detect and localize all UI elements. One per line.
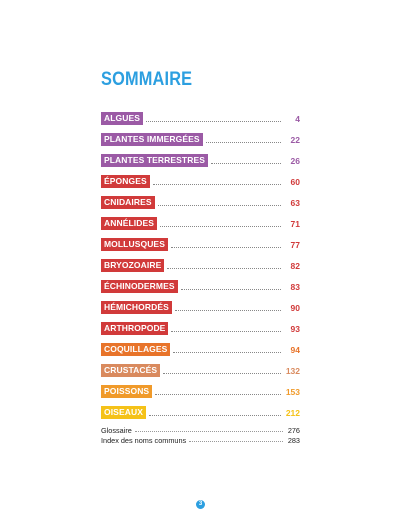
toc-entry[interactable] bbox=[101, 108, 300, 129]
dot-leader bbox=[149, 414, 281, 416]
dot-leader bbox=[160, 225, 281, 227]
toc-entry[interactable] bbox=[101, 339, 300, 360]
dot-leader bbox=[181, 288, 281, 290]
dot-leader bbox=[171, 246, 281, 248]
toc-section-label: POISSONS bbox=[101, 385, 152, 398]
toc-page-number: 71 bbox=[290, 218, 300, 229]
toc-section-label: COQUILLAGES bbox=[101, 343, 170, 356]
dot-leader bbox=[153, 183, 281, 185]
toc-section-label: PLANTES IMMERGÉES bbox=[101, 133, 203, 146]
dot-leader bbox=[146, 120, 281, 122]
toc-page-number: 132 bbox=[285, 365, 300, 376]
toc-page-number: 212 bbox=[285, 407, 300, 418]
toc-section-label: ÉPONGES bbox=[101, 175, 150, 188]
dot-leader bbox=[158, 204, 281, 206]
toc-page-number: 63 bbox=[290, 197, 300, 208]
back-matter-list bbox=[101, 425, 300, 445]
toc-page-number: 22 bbox=[290, 134, 300, 145]
toc-page-number: 93 bbox=[290, 323, 300, 334]
dot-leader bbox=[211, 162, 281, 164]
toc-entry[interactable] bbox=[101, 318, 300, 339]
dot-leader bbox=[163, 372, 281, 374]
toc-entry[interactable] bbox=[101, 129, 300, 150]
dot-leader bbox=[155, 393, 281, 395]
toc-entry[interactable] bbox=[101, 213, 300, 234]
toc-page-number: 26 bbox=[290, 155, 300, 166]
table-of-contents bbox=[101, 108, 300, 423]
toc-entry[interactable] bbox=[101, 234, 300, 255]
toc-section-label: PLANTES TERRESTRES bbox=[101, 154, 208, 167]
toc-page-number: 4 bbox=[295, 113, 300, 124]
dot-leader bbox=[167, 267, 281, 269]
toc-section-label: BRYOZOAIRE bbox=[101, 259, 164, 272]
toc-page-number: 90 bbox=[290, 302, 300, 313]
toc-page-number: 77 bbox=[290, 239, 300, 250]
back-matter-page-number: 276 bbox=[287, 425, 300, 435]
back-matter-page-number: 283 bbox=[287, 435, 300, 445]
toc-section-label: ÉCHINODERMES bbox=[101, 280, 178, 293]
toc-entry[interactable] bbox=[101, 255, 300, 276]
toc-page-number: 82 bbox=[290, 260, 300, 271]
toc-section-label: HÉMICHORDÉS bbox=[101, 301, 172, 314]
toc-page-number: 83 bbox=[290, 281, 300, 292]
toc-section-label: CRUSTACÉS bbox=[101, 364, 160, 377]
toc-entry[interactable] bbox=[101, 171, 300, 192]
toc-entry[interactable] bbox=[101, 402, 300, 423]
toc-entry[interactable] bbox=[101, 360, 300, 381]
toc-page-number: 153 bbox=[285, 386, 300, 397]
toc-section-label: ALGUES bbox=[101, 112, 143, 125]
toc-section-label: MOLLUSQUES bbox=[101, 238, 168, 251]
toc-page-number: 94 bbox=[290, 344, 300, 355]
dot-leader bbox=[135, 430, 283, 432]
dot-leader bbox=[189, 440, 283, 442]
toc-entry[interactable] bbox=[101, 192, 300, 213]
dot-leader bbox=[171, 330, 281, 332]
back-matter-entry[interactable] bbox=[101, 435, 300, 445]
toc-section-label: ARTHROPODE bbox=[101, 322, 168, 335]
page-title: SOMMAIRE bbox=[101, 69, 193, 90]
toc-entry[interactable] bbox=[101, 297, 300, 318]
toc-entry[interactable] bbox=[101, 150, 300, 171]
toc-page-number: 60 bbox=[290, 176, 300, 187]
toc-section-label: OISEAUX bbox=[101, 406, 146, 419]
dot-leader bbox=[173, 351, 281, 353]
toc-section-label: ANNÉLIDES bbox=[101, 217, 157, 230]
toc-entry[interactable] bbox=[101, 276, 300, 297]
back-matter-entry[interactable] bbox=[101, 425, 300, 435]
toc-entry[interactable] bbox=[101, 381, 300, 402]
page-number: 3 bbox=[196, 500, 205, 509]
toc-section-label: CNIDAIRES bbox=[101, 196, 155, 209]
back-matter-label: Glossaire bbox=[101, 425, 132, 435]
dot-leader bbox=[206, 141, 281, 143]
dot-leader bbox=[175, 309, 281, 311]
back-matter-label: Index des noms communs bbox=[101, 435, 187, 445]
